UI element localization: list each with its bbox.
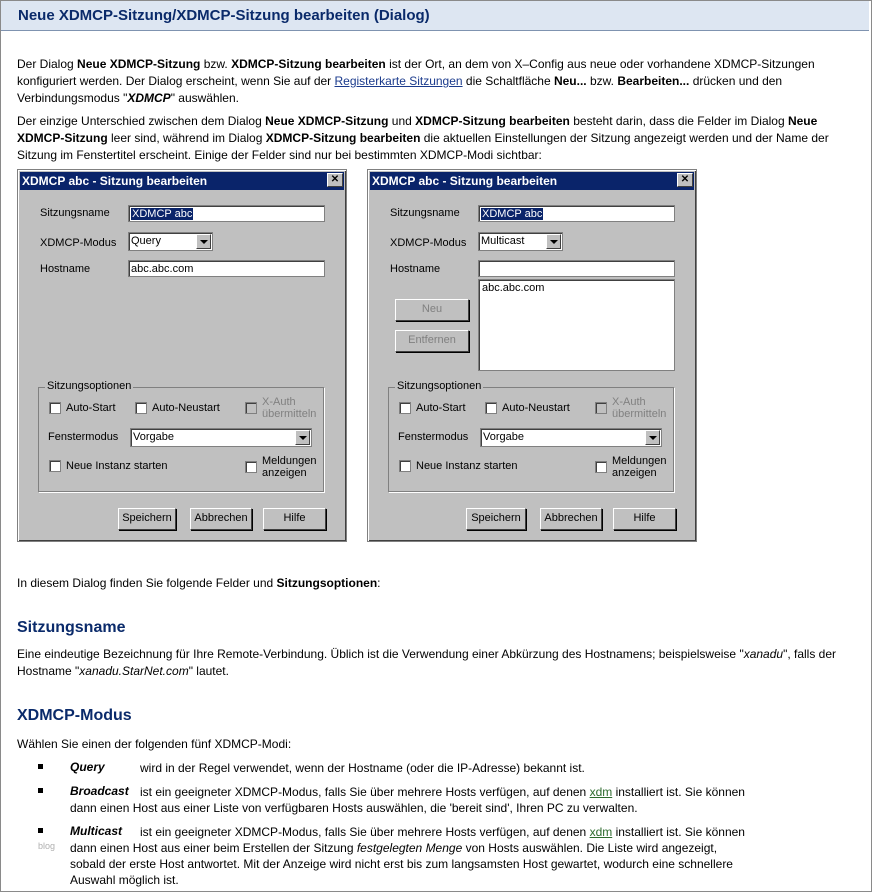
- xdmcp-modus-intro: Wählen Sie einen der folgenden fünf XDMCP-Modi:: [17, 737, 292, 751]
- hostname-label: Hostname: [390, 263, 441, 275]
- x-auth-label: X-Auth übermitteln: [612, 396, 667, 420]
- bullet-icon: [38, 828, 46, 834]
- x-auth-checkbox[interactable]: [595, 402, 607, 414]
- auto-start-label: Auto-Start: [416, 402, 466, 414]
- hilfe-button[interactable]: Hilfe: [263, 508, 326, 530]
- section-heading-sitzungsname: Sitzungsname: [17, 619, 126, 636]
- page-header: [1, 1, 869, 31]
- neu-button[interactable]: Neu: [395, 299, 469, 321]
- hilfe-button[interactable]: Hilfe: [613, 508, 676, 530]
- entfernen-button[interactable]: Entfernen: [395, 330, 469, 352]
- dialog-title-bar: XDMCP abc - Sitzung bearbeiten: [20, 172, 344, 190]
- auto-neustart-label: Auto-Neustart: [152, 402, 220, 414]
- chevron-down-icon[interactable]: [196, 234, 211, 249]
- sitzungsname-label: Sitzungsname: [40, 207, 110, 219]
- xdm-link[interactable]: xdm: [589, 825, 613, 839]
- auto-start-label: Auto-Start: [66, 402, 116, 414]
- registerkarte-sitzungen-link[interactable]: Registerkarte Sitzungen: [334, 74, 463, 88]
- chevron-down-icon[interactable]: [295, 430, 310, 445]
- sitzungsoptionen-label: Sitzungsoptionen: [397, 380, 482, 392]
- close-icon[interactable]: ✕: [677, 173, 693, 187]
- sitzungsoptionen-label: Sitzungsoptionen: [47, 380, 132, 392]
- auto-start-checkbox[interactable]: [49, 402, 61, 414]
- neue-instanz-checkbox[interactable]: [49, 460, 61, 472]
- neue-instanz-label: Neue Instanz starten: [416, 460, 518, 472]
- mode-text-multicast-1: ist ein geeigneter XDMCP-Modus, falls Sie über mehrere Hosts verfügen, auf denen xdm installiert ist. Sie können: [140, 825, 745, 839]
- mode-text-broadcast-1: ist ein geeigneter XDMCP-Modus, falls Sie über mehrere Hosts verfügen, auf denen xdm installiert ist. Sie können: [140, 785, 745, 799]
- abbrechen-button[interactable]: Abbrechen: [540, 508, 602, 530]
- x-auth-label: X-Auth übermitteln: [262, 396, 317, 420]
- xdmcp-modus-select[interactable]: Multicast: [478, 232, 563, 251]
- mode-text-multicast-4: Auswahl möglich ist.: [70, 873, 179, 887]
- sitzungsname-input[interactable]: XDMCP abc: [128, 205, 325, 222]
- sitzungsname-description: Eine eindeutige Bezeichnung für Ihre Remote-Verbindung. Üblich ist die Verwendung einer Abkürzung des Hostnamens; beispielsweise "xanadu", falls der Hostname "xanadu.StarNet.com" lautet.: [17, 647, 837, 678]
- bullet-icon: [38, 764, 46, 770]
- meldungen-label: Meldungen anzeigen: [262, 455, 317, 479]
- dialog-query: [17, 169, 347, 542]
- xdmcp-modus-label: XDMCP-Modus: [390, 237, 467, 249]
- neue-instanz-checkbox[interactable]: [399, 460, 411, 472]
- hostname-input[interactable]: [478, 260, 675, 277]
- mode-text-query: wird in der Regel verwendet, wenn der Hostname (oder die IP-Adresse) bekannt ist.: [140, 761, 585, 775]
- auto-start-checkbox[interactable]: [399, 402, 411, 414]
- mode-term-multicast: Multicast: [70, 824, 123, 838]
- mode-term-broadcast: Broadcast: [70, 784, 129, 798]
- fenstermodus-label: Fenstermodus: [48, 431, 119, 443]
- page-title: Neue XDMCP-Sitzung/XDMCP-Sitzung bearbeiten (Dialog): [18, 7, 430, 24]
- auto-neustart-checkbox[interactable]: [135, 402, 147, 414]
- speichern-button[interactable]: Speichern: [466, 508, 526, 530]
- abbrechen-button[interactable]: Abbrechen: [190, 508, 252, 530]
- auto-neustart-label: Auto-Neustart: [502, 402, 570, 414]
- list-item[interactable]: abc.abc.com: [482, 282, 545, 294]
- watermark: blog: [38, 841, 56, 851]
- mode-text-multicast-2: dann einen Host aus einer beim Erstellen der Sitzung festgelegten Menge von Hosts auswählen. Die Liste wird angezeigt,: [70, 841, 718, 855]
- meldungen-checkbox[interactable]: [595, 461, 607, 473]
- close-icon[interactable]: ✕: [327, 173, 343, 187]
- xdmcp-modus-select[interactable]: Query: [128, 232, 213, 251]
- mode-text-multicast-3: sobald der erste Host antwortet. Mit der Anzeige wird nicht erst bis zum langsamsten Host gewartet, wodurch eine schnellere: [70, 857, 733, 871]
- intro-paragraph-2: Der einzige Unterschied zwischen dem Dialog Neue XDMCP-Sitzung und XDMCP-Sitzung bearbeiten besteht darin, dass die Felder im Dialog Neue XDMCP-Sitzung leer sind, während im Dialog XDMCP-Sitzung bearbeiten die aktuellen Einstellungen der Sitzung angezeigt werden und der Name der Sitzung im Fenstertitel erscheint. Einige der Felder sind nur bei bestimmten XDMCP-Modi sichtbar:: [17, 114, 829, 162]
- hostname-input[interactable]: abc.abc.com: [128, 260, 325, 277]
- x-auth-checkbox[interactable]: [245, 402, 257, 414]
- meldungen-checkbox[interactable]: [245, 461, 257, 473]
- chevron-down-icon[interactable]: [645, 430, 660, 445]
- mode-text-broadcast-2: dann einen Host aus einer Liste von verfügbaren Hosts auswählen, die 'bereit sind', Ihren PC zu verwalten.: [70, 801, 638, 815]
- sitzungsoptionen-group: [38, 380, 324, 492]
- dialog-title-bar: XDMCP abc - Sitzung bearbeiten: [370, 172, 694, 190]
- sitzungsoptionen-group: [388, 380, 674, 492]
- speichern-button[interactable]: Speichern: [118, 508, 176, 530]
- neue-instanz-label: Neue Instanz starten: [66, 460, 168, 472]
- meldungen-label: Meldungen anzeigen: [612, 455, 667, 479]
- bullet-icon: [38, 788, 46, 794]
- sitzungsname-input[interactable]: XDMCP abc: [478, 205, 675, 222]
- host-listbox[interactable]: [478, 279, 675, 371]
- intro-paragraph-1: Der Dialog Neue XDMCP-Sitzung bzw. XDMCP-Sitzung bearbeiten ist der Ort, an dem von X–Config aus neue oder vorhandene XDMCP-Sitzungen konfiguriert werden. Der Dialog erscheint, wenn Sie auf der Registerkarte Sitzungen die Schaltfläche Neu... bzw. Bearbeiten... drücken und den Verbindungsmodus "XDMCP" auswählen.: [17, 57, 815, 105]
- xdm-link[interactable]: xdm: [589, 785, 613, 799]
- section-heading-xdmcp-modus: XDMCP-Modus: [17, 707, 132, 724]
- dialog-multicast: [367, 169, 697, 542]
- fenstermodus-select[interactable]: Vorgabe: [130, 428, 312, 447]
- xdmcp-modus-label: XDMCP-Modus: [40, 237, 117, 249]
- chevron-down-icon[interactable]: [546, 234, 561, 249]
- auto-neustart-checkbox[interactable]: [485, 402, 497, 414]
- sitzungsname-label: Sitzungsname: [390, 207, 460, 219]
- hostname-label: Hostname: [40, 263, 91, 275]
- fields-intro: In diesem Dialog finden Sie folgende Felder und Sitzungsoptionen:: [17, 576, 381, 590]
- fenstermodus-select[interactable]: Vorgabe: [480, 428, 662, 447]
- fenstermodus-label: Fenstermodus: [398, 431, 469, 443]
- mode-term-query: Query: [70, 760, 105, 774]
